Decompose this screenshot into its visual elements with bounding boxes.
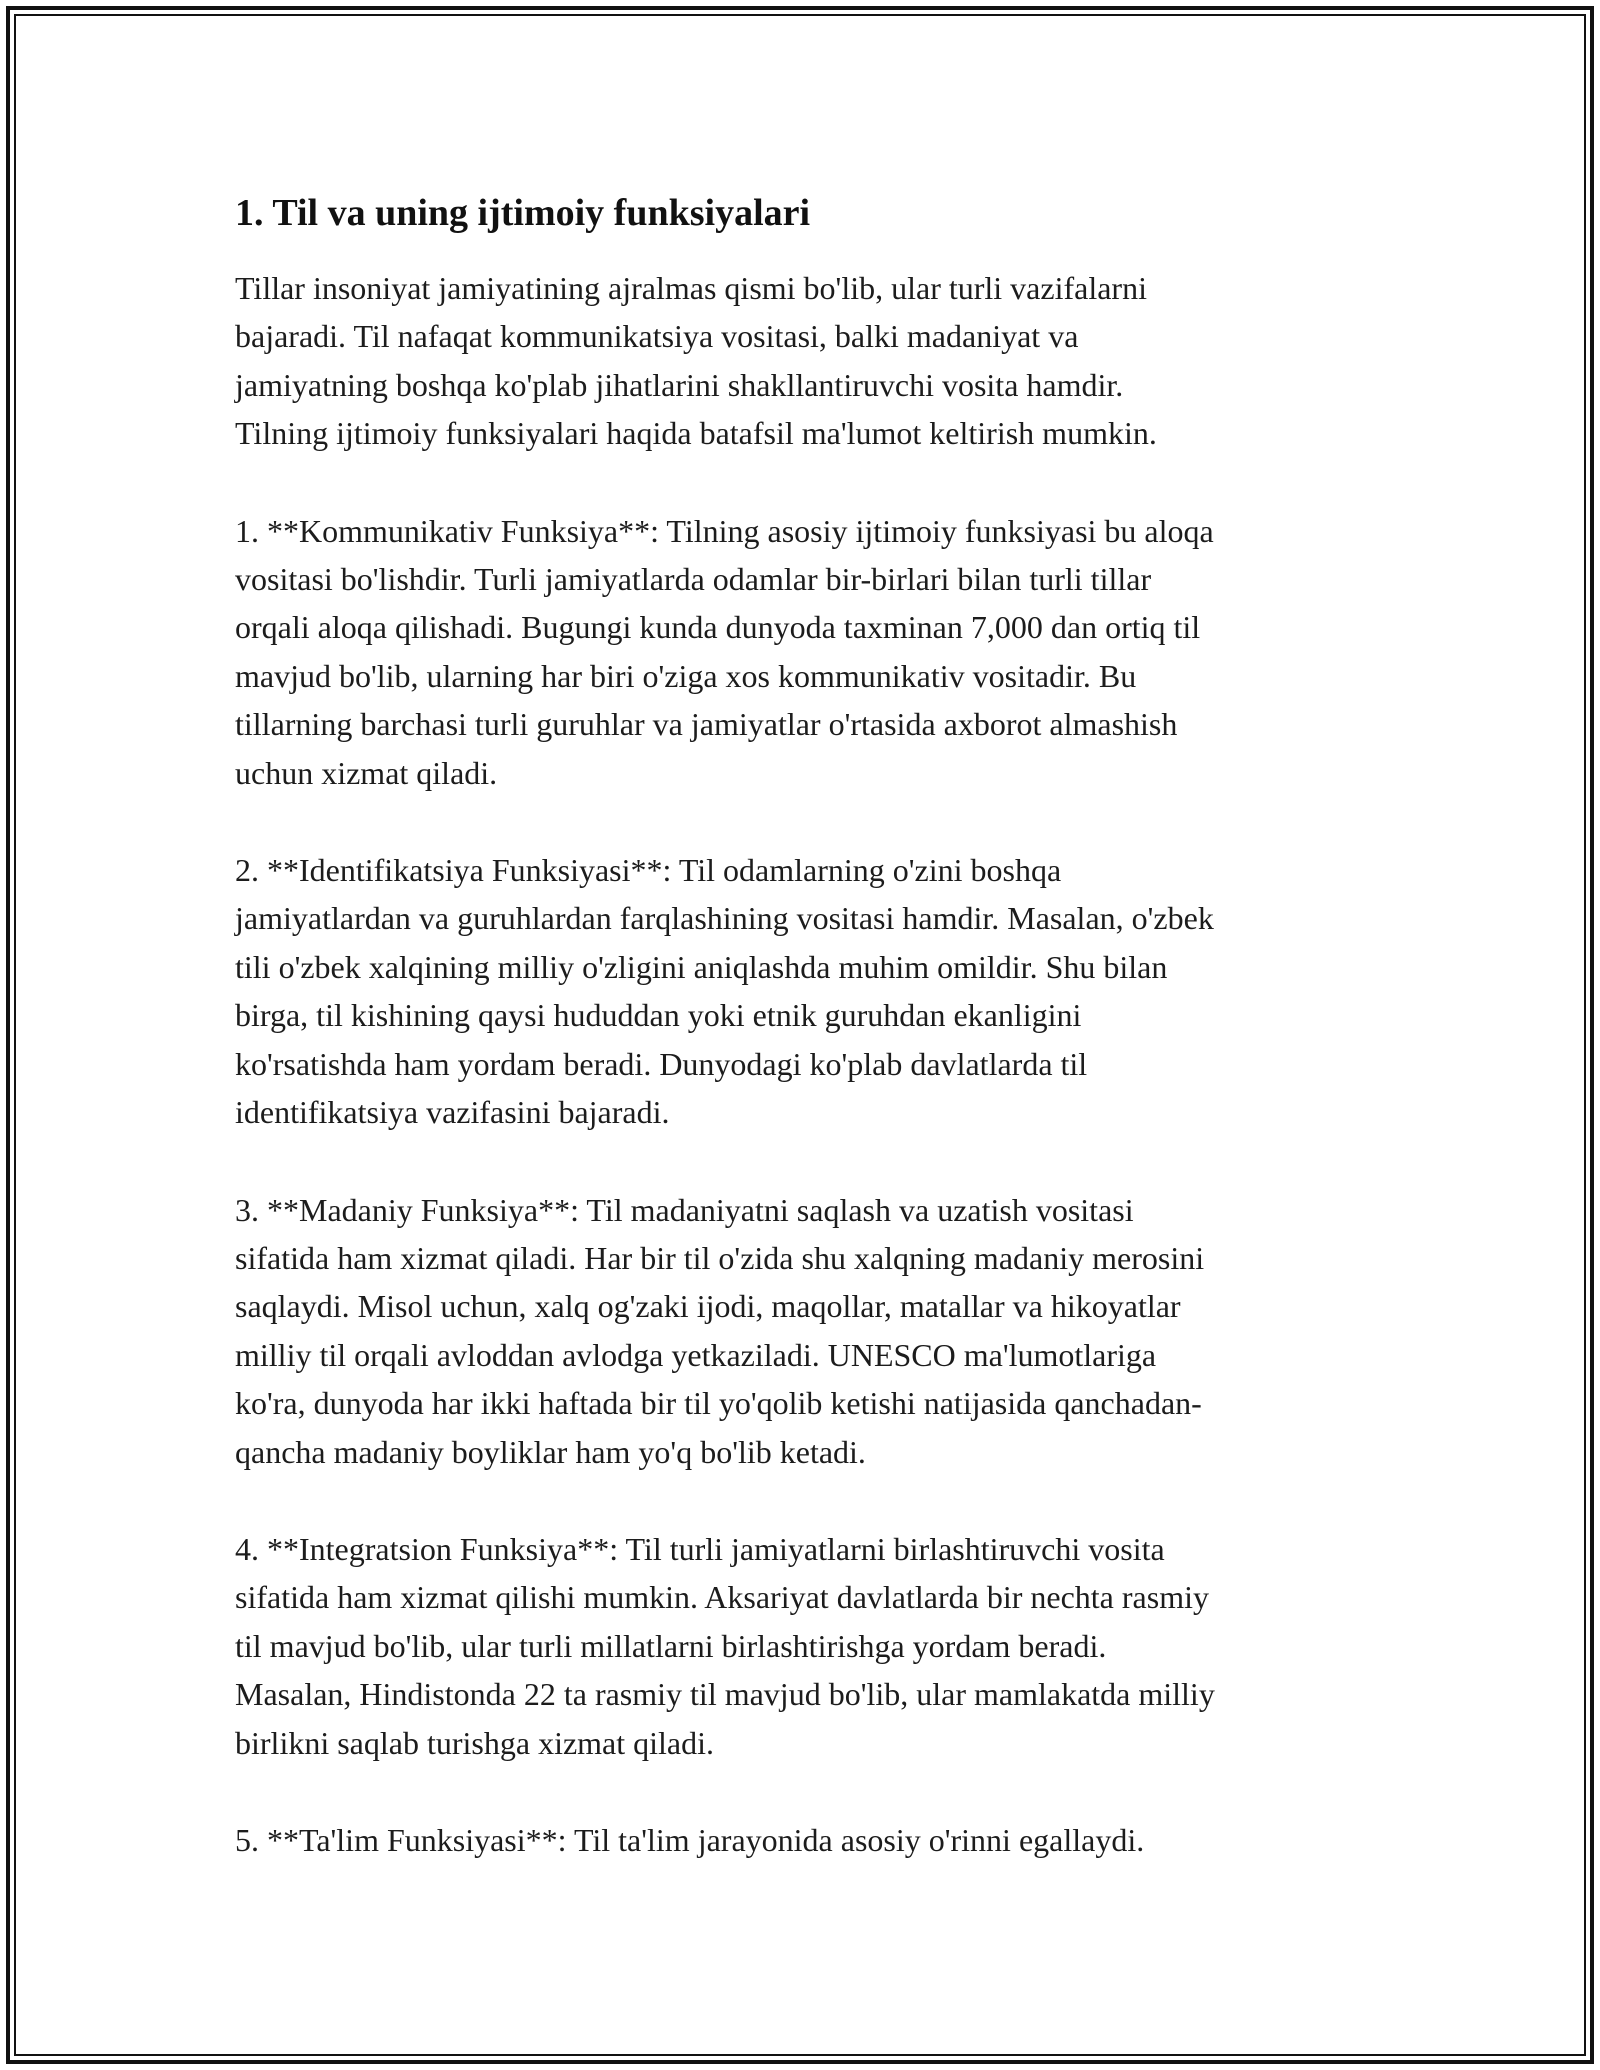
paragraph-line: milliy til orqali avloddan avlodga yetkaziladi. UNESCO ma'lumotlariga xyxy=(235,1336,1157,1373)
paragraph xyxy=(235,1816,1370,1864)
paragraph-list xyxy=(235,264,1370,1864)
paragraph-line: mavjud bo'lib, ularning har biri o'ziga xos kommunikativ vositadir. Bu xyxy=(235,657,1137,694)
paragraph xyxy=(235,1525,1370,1767)
paragraph-line: uchun xizmat qiladi. xyxy=(235,754,498,791)
paragraph-line: 1. **Kommunikativ Funksiya**: Tilning asosiy ijtimoiy funksiyasi bu aloqa xyxy=(235,512,1214,549)
paragraph-line: Masalan, Hindistonda 22 ta rasmiy til mavjud bo'lib, ular mamlakatda milliy xyxy=(235,1676,1215,1713)
paragraph-line: 3. **Madaniy Funksiya**: Til madaniyatni saqlash va uzatish vositasi xyxy=(235,1191,1134,1228)
paragraph-line: identifikatsiya vazifasini bajaradi. xyxy=(235,1094,670,1131)
paragraph-line: 5. **Ta'lim Funksiyasi**: Til ta'lim jarayonida asosiy o'rinni egallaydi. xyxy=(235,1821,1145,1858)
paragraph-line: birlikni saqlab turishga xizmat qiladi. xyxy=(235,1724,715,1761)
paragraph-line: 2. **Identifikatsiya Funksiyasi**: Til odamlarning o'zini boshqa xyxy=(235,852,1062,889)
paragraph-line: ko'rsatishda ham yordam beradi. Dunyodagi ko'plab davlatlarda til xyxy=(235,1045,1088,1082)
paragraph-line: tili o'zbek xalqining milliy o'zligini aniqlashda muhim omildir. Shu bilan xyxy=(235,948,1168,985)
paragraph-line: 4. **Integratsion Funksiya**: Til turli jamiyatlarni birlashtiruvchi vosita xyxy=(235,1530,1165,1567)
paragraph-line: tillarning barchasi turli guruhlar va jamiyatlar o'rtasida axborot almashish xyxy=(235,706,1178,743)
paragraph xyxy=(235,846,1370,1136)
document-title: 1. Til va uning ijtimoiy funksiyalari xyxy=(235,192,811,234)
paragraph-line: birga, til kishining qaysi hududdan yoki etnik guruhdan ekanligini xyxy=(235,997,1082,1034)
paragraph-line: sifatida ham xizmat qilishi mumkin. Aksariyat davlatlarda bir nechta rasmiy xyxy=(235,1579,1209,1616)
paragraph-line: Tilning ijtimoiy funksiyalari haqida batafsil ma'lumot keltirish mumkin. xyxy=(235,415,1157,452)
paragraph-line: qancha madaniy boyliklar ham yo'q bo'lib ketadi. xyxy=(235,1433,866,1470)
paragraph xyxy=(235,264,1370,458)
paragraph xyxy=(235,1186,1370,1476)
paragraph-line: vositasi bo'lishdir. Turli jamiyatlarda odamlar bir-birlari bilan turli tillar xyxy=(235,561,1152,598)
paragraph-line: saqlaydi. Misol uchun, xalq og'zaki ijodi, maqollar, matallar va hikoyatlar xyxy=(235,1288,1181,1325)
paragraph-line: Tillar insoniyat jamiyatining ajralmas qismi bo'lib, ular turli vazifalarni xyxy=(235,270,1147,306)
document-body xyxy=(235,188,1370,1913)
paragraph-line: til mavjud bo'lib, ular turli millatlarni birlashtirishga yordam beradi. xyxy=(235,1627,1107,1664)
paragraph-line: jamiyatning boshqa ko'plab jihatlarini shakllantiruvchi vosita hamdir. xyxy=(235,366,1124,403)
paragraph-line: bajaradi. Til nafaqat kommunikatsiya vositasi, balki madaniyat va xyxy=(235,318,1079,355)
paragraph-line: jamiyatlardan va guruhlardan farqlashining vositasi hamdir. Masalan, o'zbek xyxy=(235,900,1214,937)
paragraph-line: orqali aloqa qilishadi. Bugungi kunda dunyoda taxminan 7,000 dan ortiq til xyxy=(235,609,1201,646)
paragraph xyxy=(235,507,1370,797)
paragraph-line: ko'ra, dunyoda har ikki haftada bir til yo'qolib ketishi natijasida qanchadan- xyxy=(235,1385,1202,1422)
paragraph-line: sifatida ham xizmat qiladi. Har bir til o'zida shu xalqning madaniy merosini xyxy=(235,1239,1205,1276)
